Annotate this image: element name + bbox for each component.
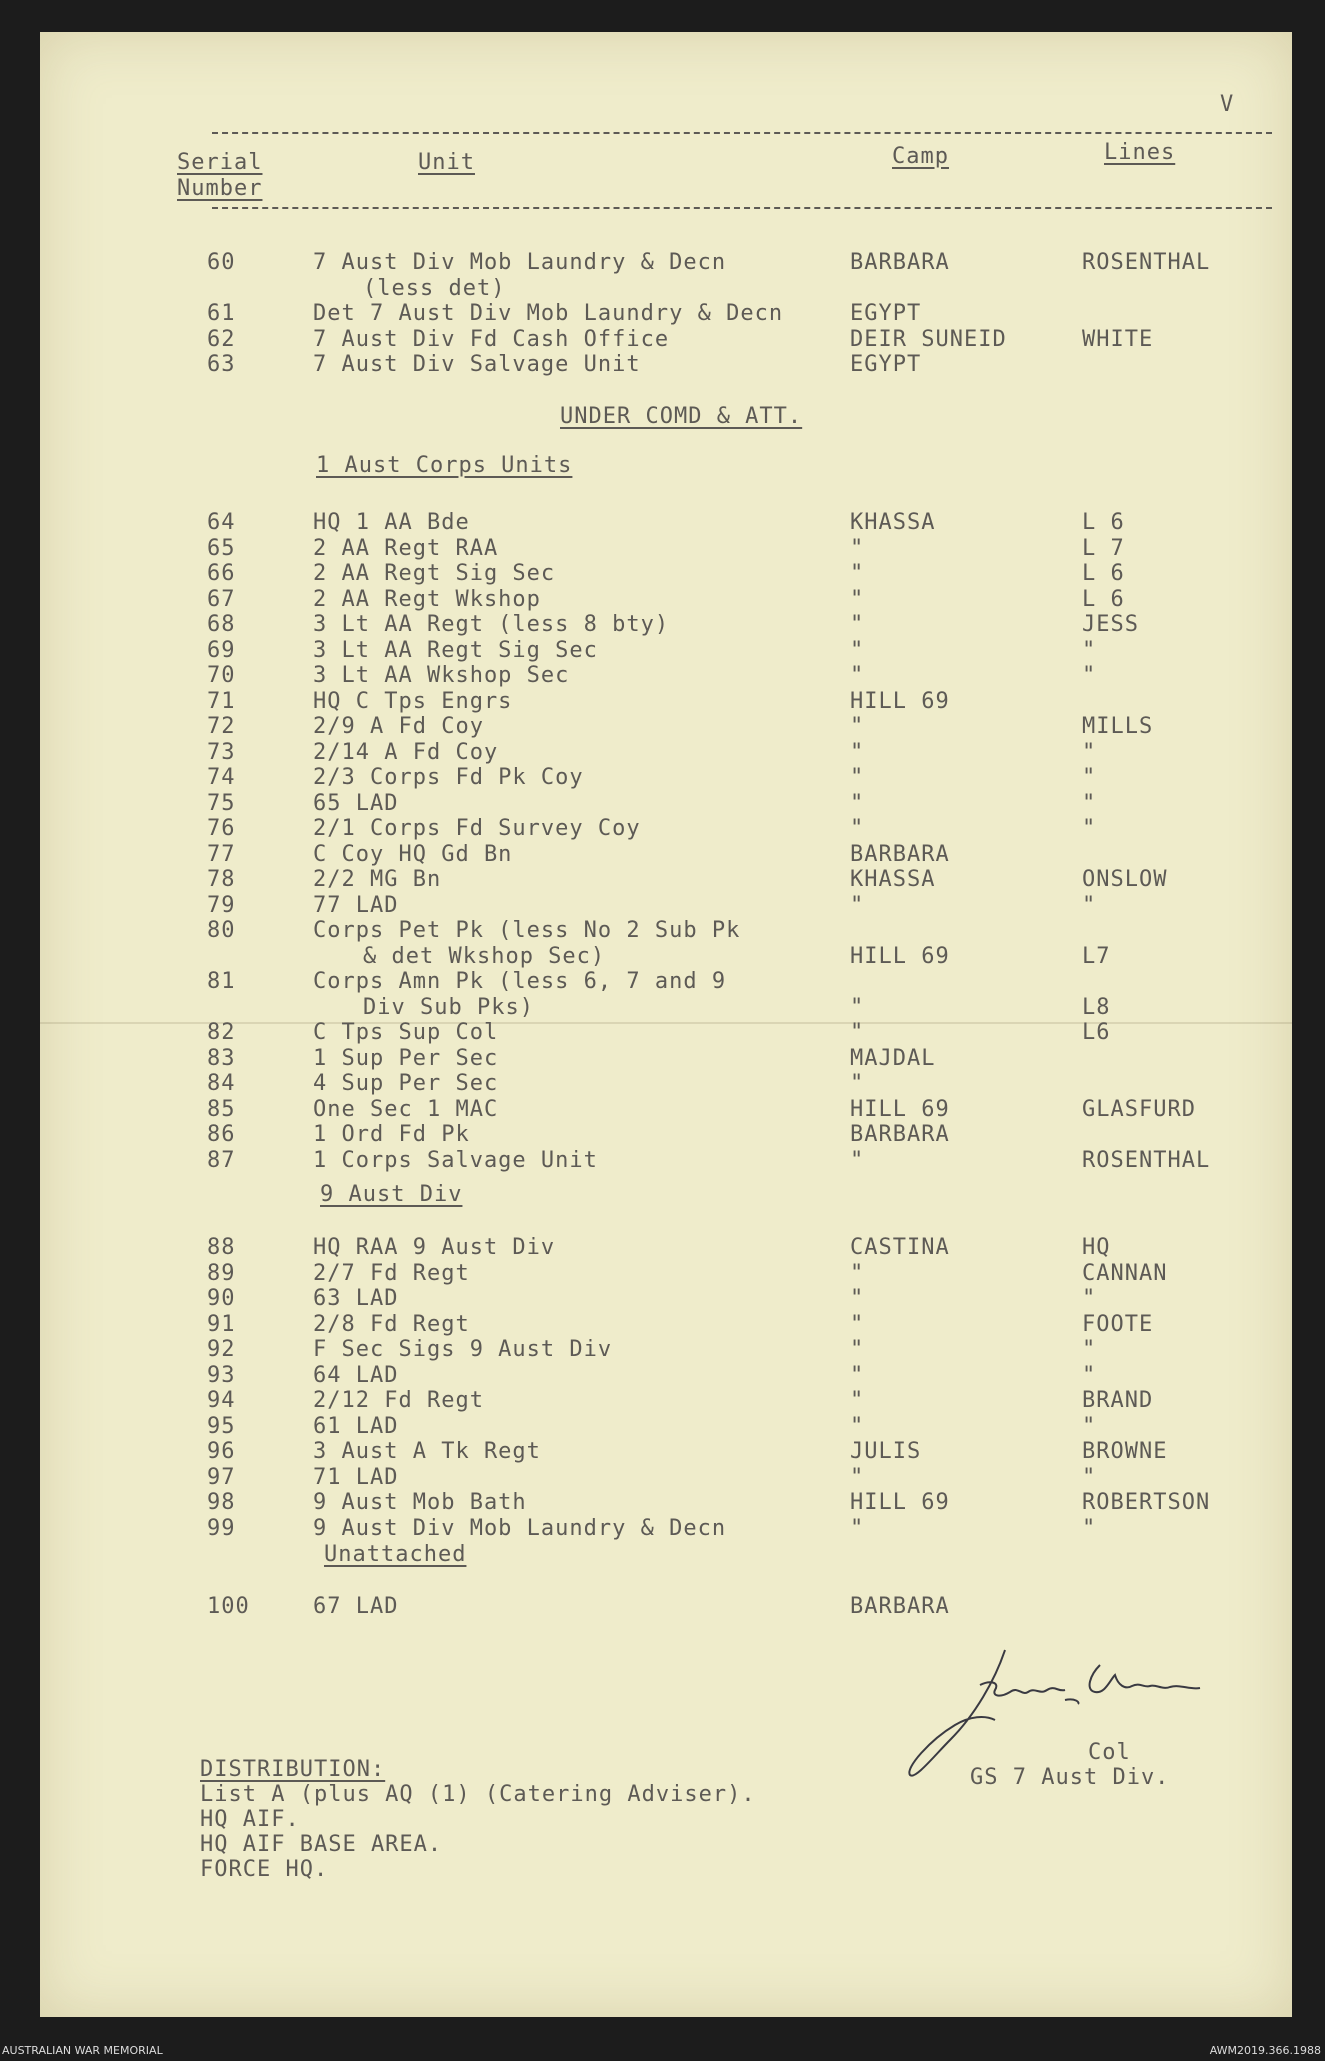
lines-name: GLASFURD [1082, 1096, 1196, 1122]
table-row [40, 1097, 1292, 1123]
header-rule-top [212, 132, 1272, 134]
camp-name: HILL 69 [850, 1096, 950, 1122]
lines-name: " [1082, 765, 1097, 790]
table-row [40, 612, 1292, 638]
camp-name: " [850, 612, 865, 637]
serial-number: 77 [207, 841, 236, 867]
camp-name: " [850, 1286, 865, 1311]
serial-number: 94 [207, 1388, 236, 1413]
unit-name: 63 LAD [313, 1286, 399, 1311]
camp-name: MAJDAL [850, 1045, 936, 1071]
camp-name: " [850, 790, 865, 816]
lines-name: WHITE [1082, 326, 1154, 352]
unit-name: 61 LAD [313, 1413, 399, 1439]
table-row [40, 561, 1292, 587]
corner-mark: V [1220, 92, 1234, 117]
camp-name: " [850, 586, 865, 612]
under-command-heading: UNDER COMD & ATT. [560, 404, 803, 429]
camp-name: " [850, 1071, 865, 1096]
table-row [40, 1516, 1292, 1542]
lines-name: FOOTE [1082, 1311, 1154, 1337]
serial-number: 72 [207, 714, 236, 739]
lines-name: " [1082, 892, 1097, 918]
unit-name: 65 LAD [313, 790, 399, 816]
unit-name: C Coy HQ Gd Bn [313, 841, 513, 867]
table-row [40, 791, 1292, 817]
camp-name: " [850, 739, 865, 765]
table-row [40, 301, 1292, 327]
unit-name: 2/14 A Fd Coy [313, 739, 499, 765]
serial-number: 93 [207, 1362, 236, 1388]
camp-name: DEIR SUNEID [850, 326, 1007, 352]
serial-number: 82 [207, 1020, 236, 1045]
unit-name: (less det) [363, 275, 506, 301]
lines-name: " [1082, 1337, 1097, 1362]
serial-number: 95 [207, 1413, 236, 1439]
serial-number: 60 [207, 250, 236, 275]
camp-name: " [850, 994, 865, 1020]
document-sheet [40, 32, 1292, 2017]
table-row [40, 1286, 1292, 1312]
unit-name: 2/7 Fd Regt [313, 1260, 470, 1286]
table-row [40, 765, 1292, 791]
lines-name: " [1082, 1515, 1097, 1541]
table-row [40, 1046, 1292, 1072]
unit-name: 7 Aust Div Salvage Unit [313, 352, 641, 377]
table-row [40, 918, 1292, 944]
table-row [40, 587, 1292, 613]
table-row [40, 663, 1292, 689]
header-unit: Unit [418, 150, 475, 175]
lines-name: " [1082, 1464, 1097, 1490]
camp-name: EGYPT [850, 301, 922, 326]
serial-number: 85 [207, 1096, 236, 1122]
camp-name: " [850, 714, 865, 739]
serial-number: 68 [207, 612, 236, 637]
lines-name: ROSENTHAL [1082, 1147, 1211, 1173]
serial-number: 90 [207, 1286, 236, 1311]
lines-name: HQ [1082, 1235, 1111, 1260]
lines-name: JESS [1082, 612, 1139, 637]
table-row [40, 1465, 1292, 1491]
unit-name: One Sec 1 MAC [313, 1096, 499, 1122]
signature-block [900, 1640, 1260, 1794]
table-row [40, 327, 1292, 353]
lines-name: ROSENTHAL [1082, 250, 1211, 275]
lines-name: " [1082, 663, 1097, 688]
table-row [40, 536, 1292, 562]
serial-number: 62 [207, 326, 236, 352]
table-row [40, 1020, 1292, 1046]
unit-name: & det Wkshop Sec) [363, 943, 606, 969]
unit-name: 3 Aust A Tk Regt [313, 1439, 541, 1464]
table-row [40, 1071, 1292, 1097]
camp-name: EGYPT [850, 352, 922, 377]
serial-number: 75 [207, 790, 236, 816]
camp-name: BARBARA [850, 1594, 950, 1619]
header-lines: Lines [1104, 140, 1176, 165]
table-row [40, 1363, 1292, 1389]
unit-name: F Sec Sigs 9 Aust Div [313, 1337, 613, 1362]
serial-number: 88 [207, 1235, 236, 1260]
table-row [40, 1235, 1292, 1261]
camp-name: HILL 69 [850, 943, 950, 969]
table-row [40, 1312, 1292, 1338]
serial-number: 73 [207, 739, 236, 765]
serial-number: 96 [207, 1439, 236, 1464]
unit-name: 2/12 Fd Regt [313, 1388, 484, 1413]
serial-number: 98 [207, 1490, 236, 1515]
lines-name: MILLS [1082, 714, 1154, 739]
table-row [40, 969, 1292, 995]
distribution-line: HQ AIF. [200, 1807, 300, 1832]
table-row [40, 352, 1292, 378]
camp-name: " [850, 1515, 865, 1541]
camp-name: HILL 69 [850, 688, 950, 714]
table-row [40, 276, 1292, 302]
unit-name: 1 Ord Fd Pk [313, 1122, 470, 1147]
unit-name: 2 AA Regt Sig Sec [313, 561, 556, 586]
distribution-label: DISTRIBUTION: [200, 1757, 386, 1782]
archive-footer [0, 2039, 1325, 2061]
serial-number: 76 [207, 816, 236, 841]
camp-name: " [850, 1337, 865, 1362]
camp-name: " [850, 765, 865, 790]
table-row [40, 1594, 1292, 1620]
camp-name: " [850, 816, 865, 841]
lines-name: L 6 [1082, 586, 1125, 612]
serial-number: 97 [207, 1464, 236, 1490]
camp-name: KHASSA [850, 867, 936, 892]
unit-name: Corps Pet Pk (less No 2 Sub Pk [313, 918, 741, 943]
camp-name: " [850, 1413, 865, 1439]
camp-name: " [850, 1388, 865, 1413]
camp-name: " [850, 1362, 865, 1388]
camp-name: " [850, 561, 865, 586]
serial-number: 65 [207, 535, 236, 561]
table-row [40, 1388, 1292, 1414]
camp-name: HILL 69 [850, 1490, 950, 1515]
serial-number: 89 [207, 1260, 236, 1286]
distribution-block [200, 1757, 756, 1882]
unit-name: 2/1 Corps Fd Survey Coy [313, 816, 641, 841]
lines-name: ONSLOW [1082, 867, 1168, 892]
camp-name: KHASSA [850, 510, 936, 535]
lines-name: L7 [1082, 943, 1111, 969]
archive-reference: AWM2019.366.1988 [1209, 2044, 1321, 2057]
serial-number: 83 [207, 1045, 236, 1071]
camp-name: " [850, 1464, 865, 1490]
serial-number: 81 [207, 969, 236, 994]
camp-name: " [850, 892, 865, 918]
lines-name: L 6 [1082, 510, 1125, 535]
serial-number: 86 [207, 1122, 236, 1147]
table-row [40, 816, 1292, 842]
table-row [40, 714, 1292, 740]
section-corps-heading: 1 Aust Corps Units [316, 453, 573, 478]
serial-number: 79 [207, 892, 236, 918]
table-row [40, 1122, 1292, 1148]
serial-number: 84 [207, 1071, 236, 1096]
serial-number: 100 [207, 1594, 250, 1619]
serial-number: 74 [207, 765, 236, 790]
camp-name: " [850, 1020, 865, 1045]
camp-name: BARBARA [850, 1122, 950, 1147]
unit-name: 9 Aust Mob Bath [313, 1490, 527, 1515]
serial-number: 66 [207, 561, 236, 586]
unit-name: Corps Amn Pk (less 6, 7 and 9 [313, 969, 727, 994]
table-row [40, 842, 1292, 868]
lines-name: L8 [1082, 994, 1111, 1020]
camp-name: " [850, 1260, 865, 1286]
unit-name: 3 Lt AA Regt Sig Sec [313, 637, 598, 663]
lines-name: " [1082, 1362, 1097, 1388]
lines-name: " [1082, 816, 1097, 841]
serial-number: 64 [207, 510, 236, 535]
distribution-line: HQ AIF BASE AREA. [200, 1832, 443, 1857]
header-camp: Camp [892, 144, 949, 169]
header-serial-number: Serial Number [177, 150, 263, 201]
table-row [40, 510, 1292, 536]
unit-name: 77 LAD [313, 892, 399, 918]
camp-name: BARBARA [850, 250, 950, 275]
serial-number: 78 [207, 867, 236, 892]
unit-name: 67 LAD [313, 1594, 399, 1619]
serial-number: 87 [207, 1147, 236, 1173]
table-row [40, 944, 1292, 970]
unit-name: 2/2 MG Bn [313, 867, 442, 892]
camp-name: " [850, 1311, 865, 1337]
lines-name: " [1082, 637, 1097, 663]
unit-name: 71 LAD [313, 1464, 399, 1490]
unit-name: HQ C Tps Engrs [313, 688, 513, 714]
serial-number: 99 [207, 1515, 236, 1541]
unit-name: 2/8 Fd Regt [313, 1311, 470, 1337]
camp-name: " [850, 535, 865, 561]
unit-name: 2/3 Corps Fd Pk Coy [313, 765, 584, 790]
lines-name: L6 [1082, 1020, 1111, 1045]
unit-name: Det 7 Aust Div Mob Laundry & Decn [313, 301, 784, 326]
unit-name: 9 Aust Div Mob Laundry & Decn [313, 1515, 727, 1541]
table-row [40, 1439, 1292, 1465]
table-row [40, 250, 1292, 276]
serial-number: 67 [207, 586, 236, 612]
unit-name: 2 AA Regt RAA [313, 535, 499, 561]
serial-number: 61 [207, 301, 236, 326]
lines-name: ROBERTSON [1082, 1490, 1211, 1515]
unit-name: 2/9 A Fd Coy [313, 714, 484, 739]
table-row [40, 1414, 1292, 1440]
distribution-line: List A (plus AQ (1) (Catering Adviser). [200, 1782, 756, 1807]
signature-appointment: GS 7 Aust Div. [970, 1765, 1170, 1790]
serial-number: 70 [207, 663, 236, 688]
table-row [40, 1490, 1292, 1516]
camp-name: " [850, 663, 865, 688]
lines-name: L 6 [1082, 561, 1125, 586]
unit-name: 1 Sup Per Sec [313, 1045, 499, 1071]
serial-number: 69 [207, 637, 236, 663]
lines-name: BRAND [1082, 1388, 1154, 1413]
lines-name: " [1082, 790, 1097, 816]
serial-number: 63 [207, 352, 236, 377]
lines-name: " [1082, 1286, 1097, 1311]
table-row [40, 638, 1292, 664]
archive-name: AUSTRALIAN WAR MEMORIAL [2, 2044, 163, 2057]
unit-name: 1 Corps Salvage Unit [313, 1147, 598, 1173]
unit-name: 4 Sup Per Sec [313, 1071, 499, 1096]
unit-name: HQ 1 AA Bde [313, 510, 470, 535]
serial-number: 91 [207, 1311, 236, 1337]
signature-rank: Col [1088, 1740, 1131, 1765]
unit-name: 2 AA Regt Wkshop [313, 586, 541, 612]
section-div-heading: 9 Aust Div [320, 1182, 463, 1207]
lines-name: CANNAN [1082, 1260, 1168, 1286]
table-row [40, 1261, 1292, 1287]
lines-name: " [1082, 739, 1097, 765]
unit-name: 3 Lt AA Regt (less 8 bty) [313, 612, 670, 637]
unit-name: C Tps Sup Col [313, 1020, 499, 1045]
camp-name: CASTINA [850, 1235, 950, 1260]
lines-name: BROWNE [1082, 1439, 1168, 1464]
table-row [40, 740, 1292, 766]
lines-name: L 7 [1082, 535, 1125, 561]
unit-name: 7 Aust Div Fd Cash Office [313, 326, 670, 352]
camp-name: JULIS [850, 1439, 922, 1464]
table-row [40, 1148, 1292, 1174]
table-row [40, 995, 1292, 1021]
header-rule-bottom [212, 207, 1272, 209]
camp-name: " [850, 637, 865, 663]
table-row [40, 1337, 1292, 1363]
unit-name: 7 Aust Div Mob Laundry & Decn [313, 250, 727, 275]
table-row [40, 689, 1292, 715]
unit-name: 64 LAD [313, 1362, 399, 1388]
serial-number: 71 [207, 688, 236, 714]
table-row [40, 867, 1292, 893]
unit-name: 3 Lt AA Wkshop Sec [313, 663, 570, 688]
distribution-line: FORCE HQ. [200, 1857, 329, 1882]
camp-name: BARBARA [850, 841, 950, 867]
table-row [40, 893, 1292, 919]
serial-number: 80 [207, 918, 236, 943]
lines-name: " [1082, 1413, 1097, 1439]
unit-name: Div Sub Pks) [363, 994, 534, 1020]
serial-number: 92 [207, 1337, 236, 1362]
unit-name: HQ RAA 9 Aust Div [313, 1235, 556, 1260]
section-unattached-heading: Unattached [324, 1542, 467, 1567]
camp-name: " [850, 1147, 865, 1173]
